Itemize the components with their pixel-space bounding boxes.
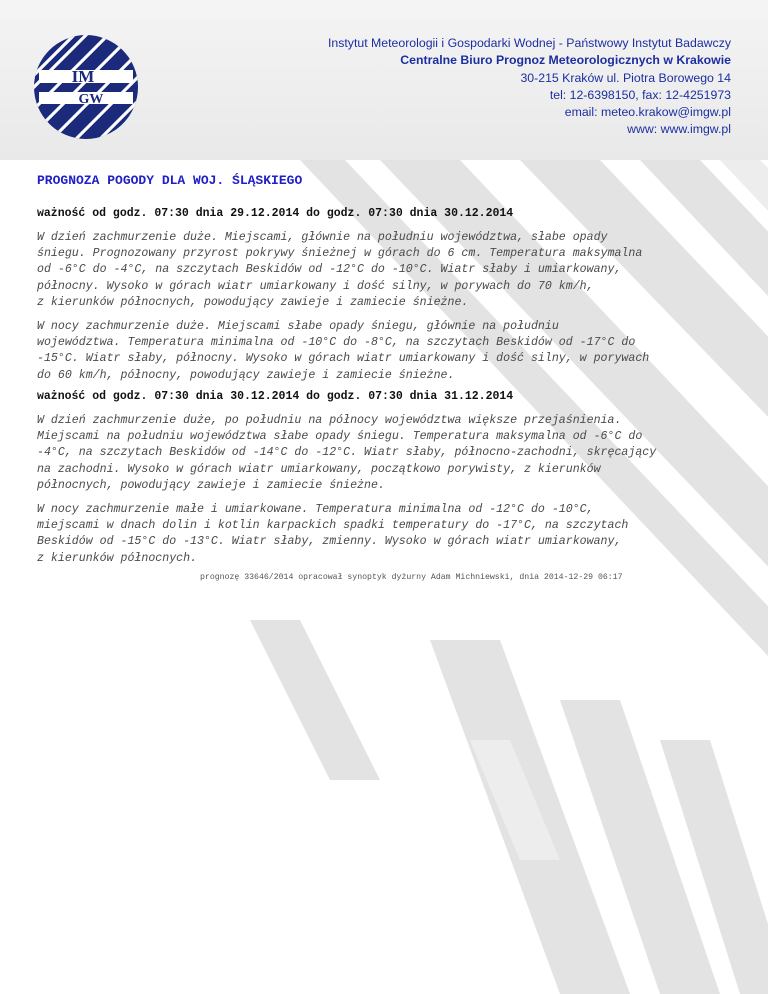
address: 30-215 Kraków ul. Piotra Borowego 14 — [520, 70, 731, 85]
logo-text-bottom: GW — [78, 92, 104, 107]
website[interactable]: www: www.imgw.pl — [627, 122, 731, 137]
phone-fax: tel: 12-6398150, fax: 12-4251973 — [549, 87, 731, 102]
validity-period-1: ważność od godz. 07:30 dnia 29.12.2014 do godz. 07:30 dnia 30.12.2014 — [37, 207, 514, 220]
logo-text-top: IM — [71, 67, 95, 86]
day-forecast-2: W dzień zachmurzenie duże, po południu na północy województwa większe przejaśnienia. Miejscami na południu województwa słabe opady śniegu. Temperatura maksymalna od -6°C do -4°C, na szczytach Beskidów od -14°C do -12°C. Wiatr słaby, północno-zachodni, skręcający na zachodni. Wysoko w górach wiatr umiarkowany, początkowo porywisty, z kierunków północnych, powodujący zawieje i zamiecie śnieżne. — [37, 414, 657, 492]
validity-period-2: ważność od godz. 07:30 dnia 30.12.2014 do godz. 07:30 dnia 31.12.2014 — [37, 390, 514, 403]
imgw-logo — [33, 34, 139, 140]
night-forecast-2: W nocy zachmurzenie małe i umiarkowane. Temperatura minimalna od -12°C do -10°C, miejscami w dnach dolin i kotlin karpackich spadki temperatury do -17°C, na szczytach Beskidów od -15°C do -13°C. Wiatr słaby, zmienny. Wysoko w górach wiatr umiarkowany, z kierunków północnych. — [37, 503, 629, 565]
day-forecast-1: W dzień zachmurzenie duże. Miejscami, głównie na południu województwa, słabe opady śniegu. Prognozowany przyrost pokrywy śnieżnej w górach do 6 cm. Temperatura maksymalna od -6°C do -4°C, na szczytach Beskidów od -12°C do -10°C. Wiatr słaby i umiarkowany, północny. Wysoko w górach wiatr umiarkowany i dość silny, w porywach do 70 km/h, z kierunków północnych, powodujący zawieje i zamiecie śnieżne. — [37, 231, 643, 309]
institute-header — [328, 35, 731, 139]
bureau-name: Centralne Biuro Prognoz Meteorologicznych w Krakowie — [400, 53, 731, 68]
forecast-title: PROGNOZA POGODY DLA WOJ. ŚLĄSKIEGO — [37, 173, 303, 188]
night-forecast-1: W nocy zachmurzenie duże. Miejscami słabe opady śniegu, głównie na południu województwa. Temperatura minimalna od -10°C do -8°C, na szczytach Beskidów od -17°C do -15°C. Wiatr słaby, północny. Wysoko w górach wiatr umiarkowany i dość silny, w porywach do 60 km/h, północny, powodujący zawieje i zamiecie śnieżne. — [37, 320, 650, 382]
institute-name: Instytut Meteorologii i Gospodarki Wodnej - Państwowy Instytut Badawczy — [327, 36, 731, 50]
email[interactable]: email: meteo.krakow@imgw.pl — [564, 105, 731, 120]
forecaster-signature: prognozę 33646/2014 opracował synoptyk dyżurny Adam Michniewski, dnia 2014-12-29 06:17 — [200, 573, 623, 582]
